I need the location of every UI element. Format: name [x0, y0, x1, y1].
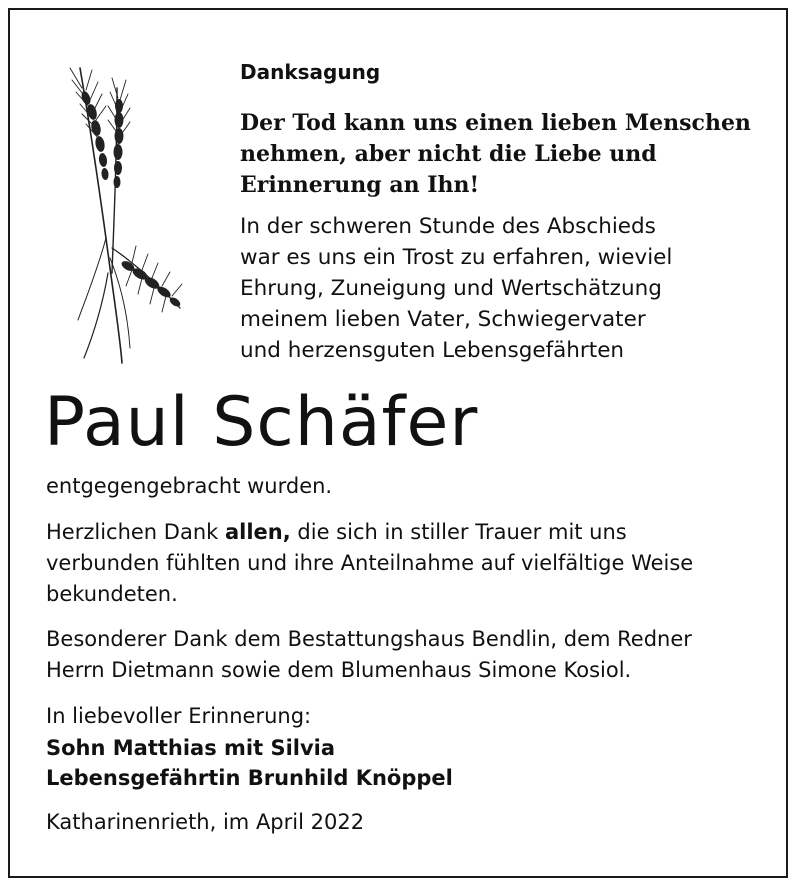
signatures [46, 733, 453, 793]
thanks-line: verbunden fühlten und ihre Anteilnahme auf vielfältige Weise [46, 551, 694, 575]
heading-danksagung: Danksagung [240, 60, 381, 84]
signature-line: Lebensgefährtin Brunhild Knöppel [46, 766, 453, 790]
intro-line: Ehrung, Zuneigung und Wertschätzung [240, 276, 662, 301]
thanks-line: bekundeten. [46, 582, 178, 606]
motto-line: Erinnerung an Ihn! [240, 172, 480, 198]
motto-line: Der Tod kann uns einen lieben Menschen [240, 110, 751, 136]
motto-quote [240, 108, 770, 201]
intro-paragraph [240, 211, 770, 366]
special-thanks-line: Besonderer Dank dem Bestattungshaus Bendlin, dem Redner [46, 627, 692, 651]
intro-line: In der schweren Stunde des Abschieds [240, 214, 656, 239]
special-thanks-paragraph [46, 624, 766, 686]
wheat-ears-icon [62, 58, 186, 368]
thanks-line [46, 517, 766, 548]
closing-text: In liebevoller Erinnerung: [46, 704, 312, 728]
thanks-text: die sich in stiller Trauer mit uns [290, 520, 627, 544]
special-thanks-line: Herrn Dietmann sowie dem Blumenhaus Simone Kosiol. [46, 658, 632, 682]
thanks-emphasis: allen, [224, 520, 291, 544]
intro-line: und herzensguten Lebensgefährten [240, 338, 625, 363]
motto-line: nehmen, aber nicht die Liebe und [240, 141, 657, 167]
intro-line: war es uns ein Trost zu erfahren, wieviel [240, 245, 673, 270]
thanks-text: Herzlichen Dank [46, 520, 225, 544]
place-date: Katharinenrieth, im April 2022 [46, 810, 365, 834]
intro-line: meinem lieben Vater, Schwiegervater [240, 307, 646, 332]
thanks-paragraph [46, 517, 766, 610]
deceased-name: Paul Schäfer [44, 383, 479, 462]
signature-line: Sohn Matthias mit Silvia [46, 736, 336, 760]
after-name-text: entgegengebracht wurden. [46, 474, 333, 498]
